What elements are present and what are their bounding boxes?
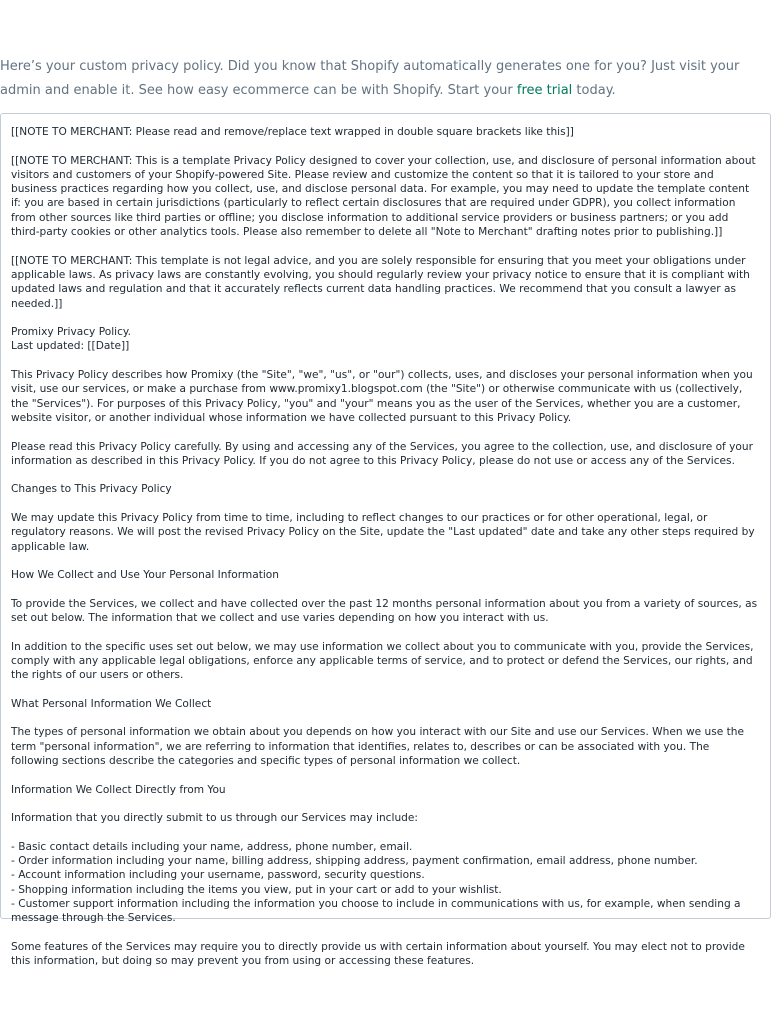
section-heading-direct: Information We Collect Directly from You: [11, 783, 226, 796]
privacy-policy-textbox[interactable]: [0, 113, 771, 968]
merchant-note-3: [[NOTE TO MERCHANT: This template is not legal advice, and you are solely responsible for ensuring that you meet your obligations under applicable laws. As privacy laws are constantly evolving, you should regularly review your privacy notice to ensure that it is compliant with updated laws and regulation and that it accurately reflects current data handling practices. We recommend that you consult a lawyer as needed.]]: [11, 254, 750, 310]
privacy-policy-content: [1, 114, 770, 969]
list-item: - Basic contact details including your name, address, phone number, email.: [11, 840, 413, 853]
section-heading-collect-use: How We Collect and Use Your Personal Information: [11, 569, 280, 582]
section-heading-changes: Changes to This Privacy Policy: [11, 483, 172, 496]
section-heading-what-collect: What Personal Information We Collect: [11, 697, 212, 710]
features-paragraph: Some features of the Services may require you to directly provide us with certain information about yourself. You may elect not to provide this information, but doing so may prevent you from using or accessing these features.: [11, 940, 745, 968]
list-item: - Order information including your name, billing address, shipping address, payment confirmation, email address, phone number.: [11, 855, 698, 868]
changes-paragraph: We may update this Privacy Policy from time to time, including to reflect changes to our practices or for other operational, legal, or regulatory reasons. We will post the revised Privacy Policy on the Site, update the "Last updated" date and take any other steps required by applicable law.: [11, 512, 755, 553]
uses-paragraph: In addition to the specific uses set out below, we may use information we collect about you to communicate with you, provide the Services, comply with any applicable legal obligations, enforce any applicable terms of service, and to protect or defend the Services, our rights, and the rights of our users or others.: [11, 640, 754, 682]
collected-info-list: [11, 840, 760, 926]
policy-title: Promixy Privacy Policy.: [11, 326, 132, 339]
policy-intro: This Privacy Policy describes how Promixy (the "Site", "we", "us", or "our") collects, uses, and discloses your personal information when you visit, use our services, or make a purchase from www.promixy1.blogspot.com (the "Site") or otherwise communicate with us (collectively, the "Services"). For purposes of this Privacy Policy, "you" and "your" means you as the user of the Services, whether you are a customer, website visitor, or another individual whose information we have collected pursuant to this Privacy Policy.: [11, 369, 753, 424]
collect-paragraph: To provide the Services, we collect and have collected over the past 12 months personal information about you from a variety of sources, as set out below. The information that we collect and use varies depending on how you interact with us.: [11, 597, 758, 625]
policy-read-notice: Please read this Privacy Policy carefully. By using and accessing any of the Services, you agree to the collection, use, and disclosure of your information as described in this Privacy Policy. If you do not agree to this Privacy Policy, please do not use or access any of the Services.: [11, 440, 753, 467]
direct-intro-paragraph: Information that you directly submit to us through our Services may include:: [11, 812, 418, 825]
intro-text: Here’s your custom privacy policy. Did you know that Shopify automatically generates one for you? Just visit your admin and enable it. See how easy ecommerce can be with Shopify. Start your: [0, 59, 740, 98]
list-item: - Account information including your username, password, security questions.: [11, 869, 425, 882]
merchant-note-2: [[NOTE TO MERCHANT: This is a template Privacy Policy designed to cover your collection, use, and disclosure of personal information about visitors and customers of your Shopify-powered Site. Please review and customize the content so that it is tailored to your store and business practices regarding how you collect, use, and disclose personal data. For example, you may need to update the template content if: you are based in certain jurisdictions (particularly to reflect certain disclosures that are required under GDPR), you collect information from other sources like third parties or offline; you disclose information to additional service providers or business partners; or you add third-party cookies or other analytics tools. Please also remember to delete all "Note to Merchant" drafting notes prior to publishing.]]: [11, 154, 756, 239]
last-updated: Last updated: [[Date]]: [11, 340, 130, 353]
intro-message: [0, 55, 764, 103]
types-paragraph: The types of personal information we obtain about you depends on how you interact with our Site and use our Services. When we use the term "personal information", we are referring to information that identifies, relates to, describes or can be associated with you. The following sections describe the categories and specific types of personal information we collect.: [11, 726, 745, 768]
intro-text-end: today.: [572, 83, 616, 98]
merchant-note-1: [[NOTE TO MERCHANT: Please read and remove/replace text wrapped in double square brackets like this]]: [11, 126, 574, 138]
list-item: - Shopping information including the items you view, put in your cart or add to your wishlist.: [11, 883, 502, 896]
free-trial-link[interactable]: free trial: [516, 83, 573, 98]
list-item: - Customer support information including the information you choose to include in communications with us, for example, when sending a message through the Services.: [11, 898, 741, 925]
